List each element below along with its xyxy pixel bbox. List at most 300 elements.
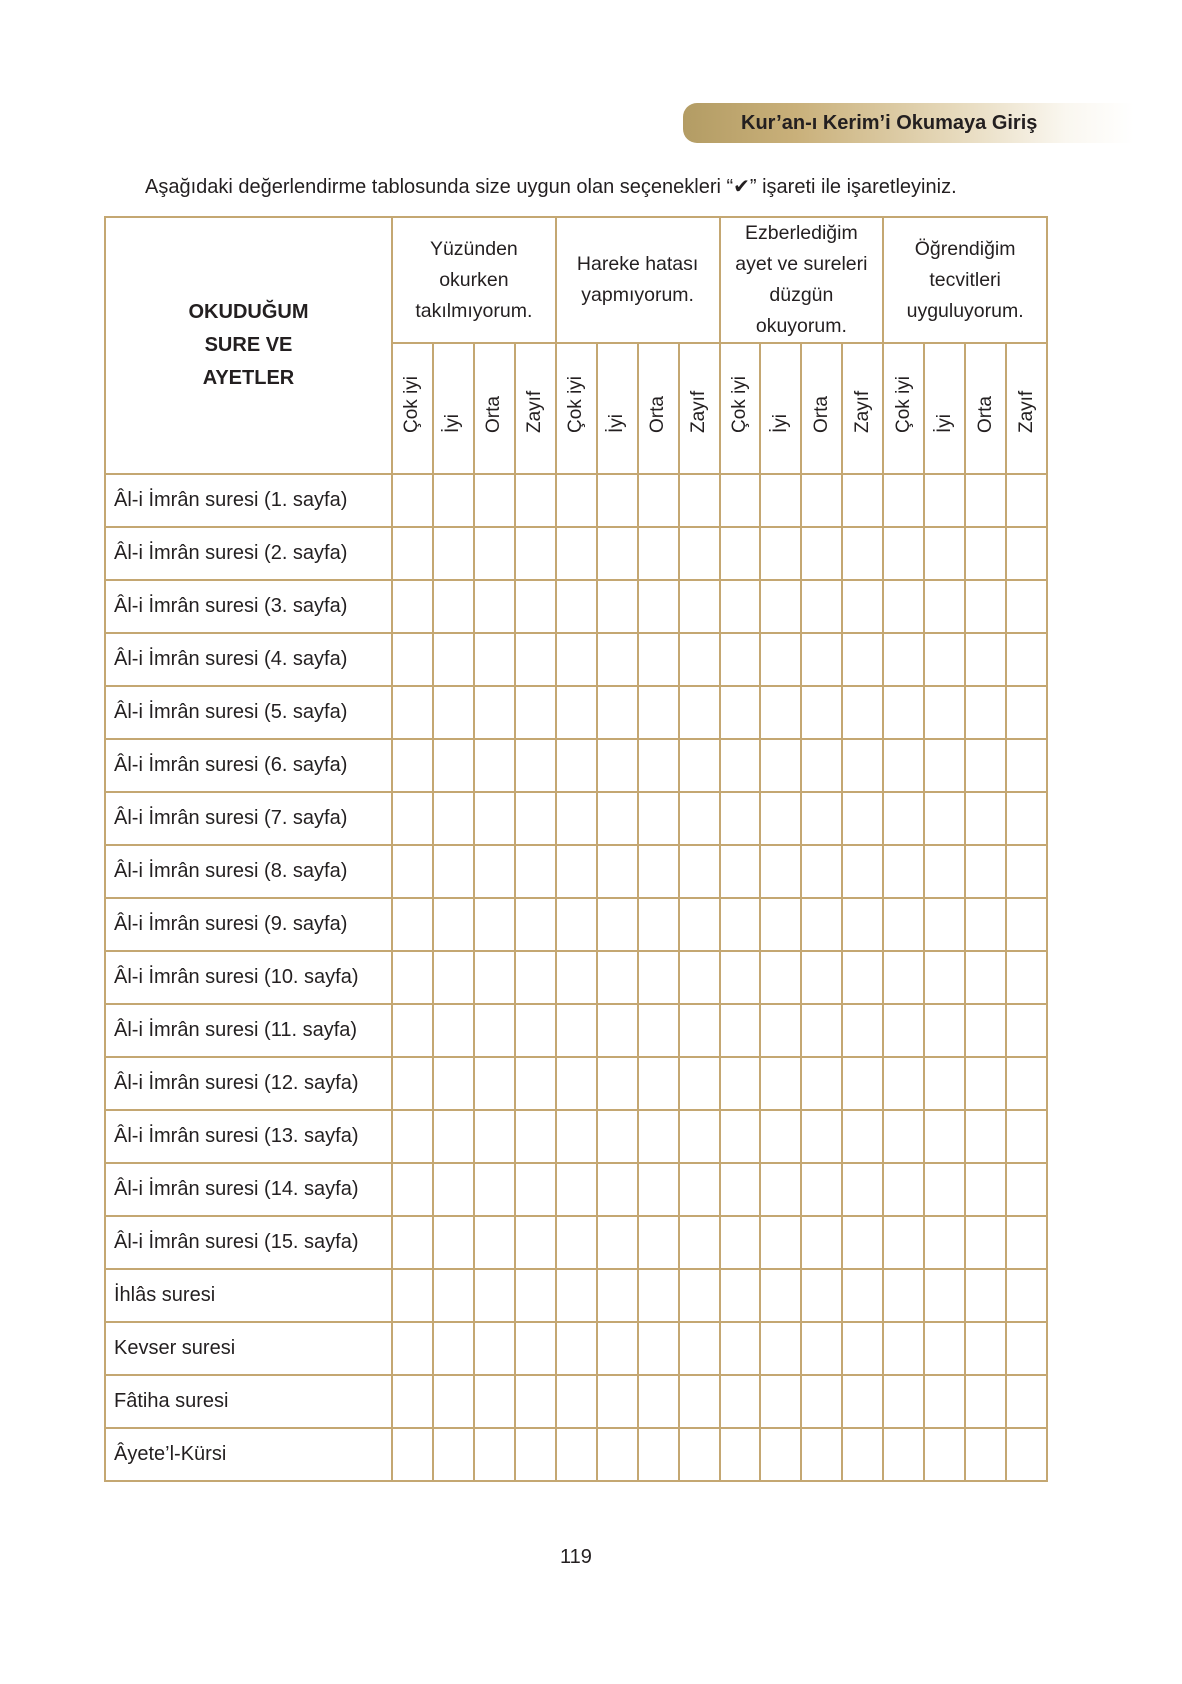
check-cell[interactable] (924, 1322, 965, 1375)
check-cell[interactable] (597, 1216, 638, 1269)
check-cell[interactable] (883, 1322, 924, 1375)
check-cell[interactable] (679, 1428, 720, 1481)
check-cell[interactable] (801, 1004, 842, 1057)
check-cell[interactable] (433, 580, 474, 633)
check-cell[interactable] (924, 845, 965, 898)
check-cell[interactable] (433, 474, 474, 527)
check-cell[interactable] (392, 792, 433, 845)
check-cell[interactable] (842, 1057, 883, 1110)
check-cell[interactable] (760, 739, 801, 792)
check-cell[interactable] (638, 1216, 679, 1269)
check-cell[interactable] (1006, 1322, 1047, 1375)
check-cell[interactable] (1006, 474, 1047, 527)
check-cell[interactable] (433, 1057, 474, 1110)
check-cell[interactable] (924, 1163, 965, 1216)
check-cell[interactable] (597, 1375, 638, 1428)
check-cell[interactable] (433, 1163, 474, 1216)
check-cell[interactable] (883, 1163, 924, 1216)
check-cell[interactable] (842, 1216, 883, 1269)
check-cell[interactable] (801, 527, 842, 580)
check-cell[interactable] (679, 1375, 720, 1428)
check-cell[interactable] (883, 474, 924, 527)
check-cell[interactable] (433, 1322, 474, 1375)
check-cell[interactable] (760, 792, 801, 845)
check-cell[interactable] (801, 898, 842, 951)
check-cell[interactable] (1006, 1163, 1047, 1216)
check-cell[interactable] (638, 951, 679, 1004)
check-cell[interactable] (924, 1216, 965, 1269)
check-cell[interactable] (638, 1057, 679, 1110)
check-cell[interactable] (883, 1269, 924, 1322)
check-cell[interactable] (474, 686, 515, 739)
check-cell[interactable] (720, 1057, 761, 1110)
check-cell[interactable] (556, 1110, 597, 1163)
check-cell[interactable] (924, 739, 965, 792)
check-cell[interactable] (965, 1057, 1006, 1110)
check-cell[interactable] (556, 898, 597, 951)
check-cell[interactable] (965, 1269, 1006, 1322)
check-cell[interactable] (760, 527, 801, 580)
check-cell[interactable] (842, 580, 883, 633)
check-cell[interactable] (515, 1322, 556, 1375)
check-cell[interactable] (392, 1428, 433, 1481)
check-cell[interactable] (515, 580, 556, 633)
check-cell[interactable] (883, 633, 924, 686)
check-cell[interactable] (801, 951, 842, 1004)
check-cell[interactable] (679, 633, 720, 686)
check-cell[interactable] (965, 527, 1006, 580)
check-cell[interactable] (679, 1216, 720, 1269)
check-cell[interactable] (597, 686, 638, 739)
check-cell[interactable] (720, 1216, 761, 1269)
check-cell[interactable] (924, 1004, 965, 1057)
check-cell[interactable] (515, 1163, 556, 1216)
check-cell[interactable] (924, 1269, 965, 1322)
check-cell[interactable] (801, 1163, 842, 1216)
check-cell[interactable] (883, 951, 924, 1004)
check-cell[interactable] (679, 792, 720, 845)
check-cell[interactable] (924, 898, 965, 951)
check-cell[interactable] (515, 1375, 556, 1428)
check-cell[interactable] (679, 1163, 720, 1216)
check-cell[interactable] (392, 686, 433, 739)
check-cell[interactable] (965, 898, 1006, 951)
check-cell[interactable] (392, 1269, 433, 1322)
check-cell[interactable] (433, 686, 474, 739)
check-cell[interactable] (392, 898, 433, 951)
check-cell[interactable] (597, 633, 638, 686)
check-cell[interactable] (597, 1428, 638, 1481)
check-cell[interactable] (883, 1057, 924, 1110)
check-cell[interactable] (474, 580, 515, 633)
check-cell[interactable] (433, 1216, 474, 1269)
check-cell[interactable] (638, 739, 679, 792)
check-cell[interactable] (515, 1004, 556, 1057)
check-cell[interactable] (883, 1004, 924, 1057)
check-cell[interactable] (842, 792, 883, 845)
check-cell[interactable] (679, 898, 720, 951)
check-cell[interactable] (638, 580, 679, 633)
check-cell[interactable] (474, 739, 515, 792)
check-cell[interactable] (965, 1216, 1006, 1269)
check-cell[interactable] (965, 845, 1006, 898)
check-cell[interactable] (720, 686, 761, 739)
check-cell[interactable] (679, 1269, 720, 1322)
check-cell[interactable] (679, 527, 720, 580)
check-cell[interactable] (883, 527, 924, 580)
check-cell[interactable] (883, 686, 924, 739)
check-cell[interactable] (433, 845, 474, 898)
check-cell[interactable] (883, 1110, 924, 1163)
check-cell[interactable] (474, 792, 515, 845)
check-cell[interactable] (433, 1269, 474, 1322)
check-cell[interactable] (638, 792, 679, 845)
check-cell[interactable] (842, 845, 883, 898)
check-cell[interactable] (556, 633, 597, 686)
check-cell[interactable] (924, 1375, 965, 1428)
check-cell[interactable] (515, 1110, 556, 1163)
check-cell[interactable] (883, 792, 924, 845)
check-cell[interactable] (474, 1375, 515, 1428)
check-cell[interactable] (638, 633, 679, 686)
check-cell[interactable] (392, 1163, 433, 1216)
check-cell[interactable] (433, 1428, 474, 1481)
check-cell[interactable] (965, 686, 1006, 739)
check-cell[interactable] (597, 1057, 638, 1110)
check-cell[interactable] (392, 633, 433, 686)
check-cell[interactable] (760, 1216, 801, 1269)
check-cell[interactable] (842, 633, 883, 686)
check-cell[interactable] (556, 951, 597, 1004)
check-cell[interactable] (515, 951, 556, 1004)
check-cell[interactable] (638, 686, 679, 739)
check-cell[interactable] (556, 792, 597, 845)
check-cell[interactable] (515, 474, 556, 527)
check-cell[interactable] (965, 792, 1006, 845)
check-cell[interactable] (679, 1057, 720, 1110)
check-cell[interactable] (556, 1375, 597, 1428)
check-cell[interactable] (679, 686, 720, 739)
check-cell[interactable] (638, 1428, 679, 1481)
check-cell[interactable] (474, 633, 515, 686)
check-cell[interactable] (760, 1004, 801, 1057)
check-cell[interactable] (801, 792, 842, 845)
check-cell[interactable] (679, 474, 720, 527)
check-cell[interactable] (638, 474, 679, 527)
check-cell[interactable] (515, 686, 556, 739)
check-cell[interactable] (392, 845, 433, 898)
check-cell[interactable] (801, 1110, 842, 1163)
check-cell[interactable] (924, 1057, 965, 1110)
check-cell[interactable] (474, 527, 515, 580)
check-cell[interactable] (638, 1322, 679, 1375)
check-cell[interactable] (760, 1110, 801, 1163)
check-cell[interactable] (760, 845, 801, 898)
check-cell[interactable] (433, 1004, 474, 1057)
check-cell[interactable] (760, 633, 801, 686)
check-cell[interactable] (965, 1004, 1006, 1057)
check-cell[interactable] (515, 845, 556, 898)
check-cell[interactable] (924, 686, 965, 739)
check-cell[interactable] (842, 1163, 883, 1216)
check-cell[interactable] (842, 1428, 883, 1481)
check-cell[interactable] (556, 580, 597, 633)
check-cell[interactable] (556, 686, 597, 739)
check-cell[interactable] (842, 1375, 883, 1428)
check-cell[interactable] (597, 1004, 638, 1057)
check-cell[interactable] (515, 527, 556, 580)
check-cell[interactable] (720, 792, 761, 845)
check-cell[interactable] (801, 1375, 842, 1428)
check-cell[interactable] (1006, 1428, 1047, 1481)
check-cell[interactable] (842, 686, 883, 739)
check-cell[interactable] (965, 1322, 1006, 1375)
check-cell[interactable] (760, 474, 801, 527)
check-cell[interactable] (1006, 1110, 1047, 1163)
check-cell[interactable] (842, 527, 883, 580)
check-cell[interactable] (720, 1269, 761, 1322)
check-cell[interactable] (679, 1110, 720, 1163)
check-cell[interactable] (638, 845, 679, 898)
check-cell[interactable] (597, 951, 638, 1004)
check-cell[interactable] (842, 1322, 883, 1375)
check-cell[interactable] (474, 1163, 515, 1216)
check-cell[interactable] (597, 580, 638, 633)
check-cell[interactable] (1006, 845, 1047, 898)
check-cell[interactable] (638, 527, 679, 580)
check-cell[interactable] (597, 1322, 638, 1375)
check-cell[interactable] (1006, 792, 1047, 845)
check-cell[interactable] (801, 1057, 842, 1110)
check-cell[interactable] (515, 898, 556, 951)
check-cell[interactable] (474, 951, 515, 1004)
check-cell[interactable] (597, 474, 638, 527)
check-cell[interactable] (720, 845, 761, 898)
check-cell[interactable] (556, 474, 597, 527)
check-cell[interactable] (924, 580, 965, 633)
check-cell[interactable] (801, 686, 842, 739)
check-cell[interactable] (1006, 898, 1047, 951)
check-cell[interactable] (760, 898, 801, 951)
check-cell[interactable] (638, 1375, 679, 1428)
check-cell[interactable] (515, 792, 556, 845)
check-cell[interactable] (515, 1216, 556, 1269)
check-cell[interactable] (924, 792, 965, 845)
check-cell[interactable] (556, 845, 597, 898)
check-cell[interactable] (720, 1375, 761, 1428)
check-cell[interactable] (392, 1375, 433, 1428)
check-cell[interactable] (392, 1110, 433, 1163)
check-cell[interactable] (720, 739, 761, 792)
check-cell[interactable] (638, 1163, 679, 1216)
check-cell[interactable] (392, 739, 433, 792)
check-cell[interactable] (883, 739, 924, 792)
check-cell[interactable] (924, 474, 965, 527)
check-cell[interactable] (433, 951, 474, 1004)
check-cell[interactable] (801, 1269, 842, 1322)
check-cell[interactable] (720, 898, 761, 951)
check-cell[interactable] (556, 1163, 597, 1216)
check-cell[interactable] (1006, 1004, 1047, 1057)
check-cell[interactable] (638, 898, 679, 951)
check-cell[interactable] (638, 1004, 679, 1057)
check-cell[interactable] (392, 1057, 433, 1110)
check-cell[interactable] (965, 739, 1006, 792)
check-cell[interactable] (760, 1057, 801, 1110)
check-cell[interactable] (433, 1110, 474, 1163)
check-cell[interactable] (679, 1322, 720, 1375)
check-cell[interactable] (720, 1428, 761, 1481)
check-cell[interactable] (474, 1322, 515, 1375)
check-cell[interactable] (801, 1322, 842, 1375)
check-cell[interactable] (433, 633, 474, 686)
check-cell[interactable] (638, 1269, 679, 1322)
check-cell[interactable] (392, 527, 433, 580)
check-cell[interactable] (801, 845, 842, 898)
check-cell[interactable] (392, 951, 433, 1004)
check-cell[interactable] (597, 1110, 638, 1163)
check-cell[interactable] (392, 1322, 433, 1375)
check-cell[interactable] (433, 527, 474, 580)
check-cell[interactable] (474, 1428, 515, 1481)
check-cell[interactable] (515, 1057, 556, 1110)
check-cell[interactable] (760, 580, 801, 633)
check-cell[interactable] (1006, 739, 1047, 792)
check-cell[interactable] (433, 898, 474, 951)
check-cell[interactable] (965, 1163, 1006, 1216)
check-cell[interactable] (597, 527, 638, 580)
check-cell[interactable] (720, 1163, 761, 1216)
check-cell[interactable] (474, 1057, 515, 1110)
check-cell[interactable] (842, 739, 883, 792)
check-cell[interactable] (515, 1428, 556, 1481)
check-cell[interactable] (801, 1216, 842, 1269)
check-cell[interactable] (597, 898, 638, 951)
check-cell[interactable] (883, 845, 924, 898)
check-cell[interactable] (1006, 633, 1047, 686)
check-cell[interactable] (1006, 1057, 1047, 1110)
check-cell[interactable] (842, 898, 883, 951)
check-cell[interactable] (474, 1269, 515, 1322)
check-cell[interactable] (883, 898, 924, 951)
check-cell[interactable] (556, 1269, 597, 1322)
check-cell[interactable] (760, 1322, 801, 1375)
check-cell[interactable] (1006, 580, 1047, 633)
check-cell[interactable] (883, 1375, 924, 1428)
check-cell[interactable] (965, 951, 1006, 1004)
check-cell[interactable] (515, 633, 556, 686)
check-cell[interactable] (965, 580, 1006, 633)
check-cell[interactable] (474, 1110, 515, 1163)
check-cell[interactable] (433, 1375, 474, 1428)
check-cell[interactable] (842, 474, 883, 527)
check-cell[interactable] (801, 1428, 842, 1481)
check-cell[interactable] (720, 527, 761, 580)
check-cell[interactable] (597, 792, 638, 845)
check-cell[interactable] (965, 1110, 1006, 1163)
check-cell[interactable] (842, 951, 883, 1004)
check-cell[interactable] (965, 1428, 1006, 1481)
check-cell[interactable] (1006, 1269, 1047, 1322)
check-cell[interactable] (556, 1057, 597, 1110)
check-cell[interactable] (556, 1322, 597, 1375)
check-cell[interactable] (720, 580, 761, 633)
check-cell[interactable] (883, 1216, 924, 1269)
check-cell[interactable] (1006, 527, 1047, 580)
check-cell[interactable] (924, 527, 965, 580)
check-cell[interactable] (556, 1428, 597, 1481)
check-cell[interactable] (720, 1110, 761, 1163)
check-cell[interactable] (720, 1322, 761, 1375)
check-cell[interactable] (556, 527, 597, 580)
check-cell[interactable] (720, 474, 761, 527)
check-cell[interactable] (1006, 951, 1047, 1004)
check-cell[interactable] (924, 951, 965, 1004)
check-cell[interactable] (597, 845, 638, 898)
check-cell[interactable] (597, 1269, 638, 1322)
check-cell[interactable] (556, 739, 597, 792)
check-cell[interactable] (720, 951, 761, 1004)
check-cell[interactable] (638, 1110, 679, 1163)
check-cell[interactable] (392, 1004, 433, 1057)
check-cell[interactable] (965, 633, 1006, 686)
check-cell[interactable] (720, 633, 761, 686)
check-cell[interactable] (474, 474, 515, 527)
check-cell[interactable] (679, 1004, 720, 1057)
check-cell[interactable] (965, 1375, 1006, 1428)
check-cell[interactable] (433, 739, 474, 792)
check-cell[interactable] (597, 1163, 638, 1216)
check-cell[interactable] (883, 1428, 924, 1481)
check-cell[interactable] (883, 580, 924, 633)
check-cell[interactable] (842, 1269, 883, 1322)
check-cell[interactable] (801, 580, 842, 633)
check-cell[interactable] (760, 686, 801, 739)
check-cell[interactable] (515, 739, 556, 792)
check-cell[interactable] (597, 739, 638, 792)
check-cell[interactable] (392, 1216, 433, 1269)
check-cell[interactable] (924, 1428, 965, 1481)
check-cell[interactable] (760, 951, 801, 1004)
check-cell[interactable] (842, 1004, 883, 1057)
check-cell[interactable] (801, 739, 842, 792)
check-cell[interactable] (1006, 686, 1047, 739)
check-cell[interactable] (801, 633, 842, 686)
check-cell[interactable] (474, 898, 515, 951)
check-cell[interactable] (392, 580, 433, 633)
check-cell[interactable] (720, 1004, 761, 1057)
check-cell[interactable] (1006, 1216, 1047, 1269)
check-cell[interactable] (679, 739, 720, 792)
check-cell[interactable] (433, 792, 474, 845)
check-cell[interactable] (556, 1004, 597, 1057)
check-cell[interactable] (760, 1375, 801, 1428)
check-cell[interactable] (842, 1110, 883, 1163)
check-cell[interactable] (392, 474, 433, 527)
check-cell[interactable] (924, 1110, 965, 1163)
check-cell[interactable] (474, 1216, 515, 1269)
check-cell[interactable] (474, 1004, 515, 1057)
check-cell[interactable] (679, 951, 720, 1004)
check-cell[interactable] (801, 474, 842, 527)
check-cell[interactable] (515, 1269, 556, 1322)
check-cell[interactable] (760, 1269, 801, 1322)
check-cell[interactable] (965, 474, 1006, 527)
check-cell[interactable] (1006, 1375, 1047, 1428)
check-cell[interactable] (474, 845, 515, 898)
check-cell[interactable] (679, 580, 720, 633)
check-cell[interactable] (679, 845, 720, 898)
